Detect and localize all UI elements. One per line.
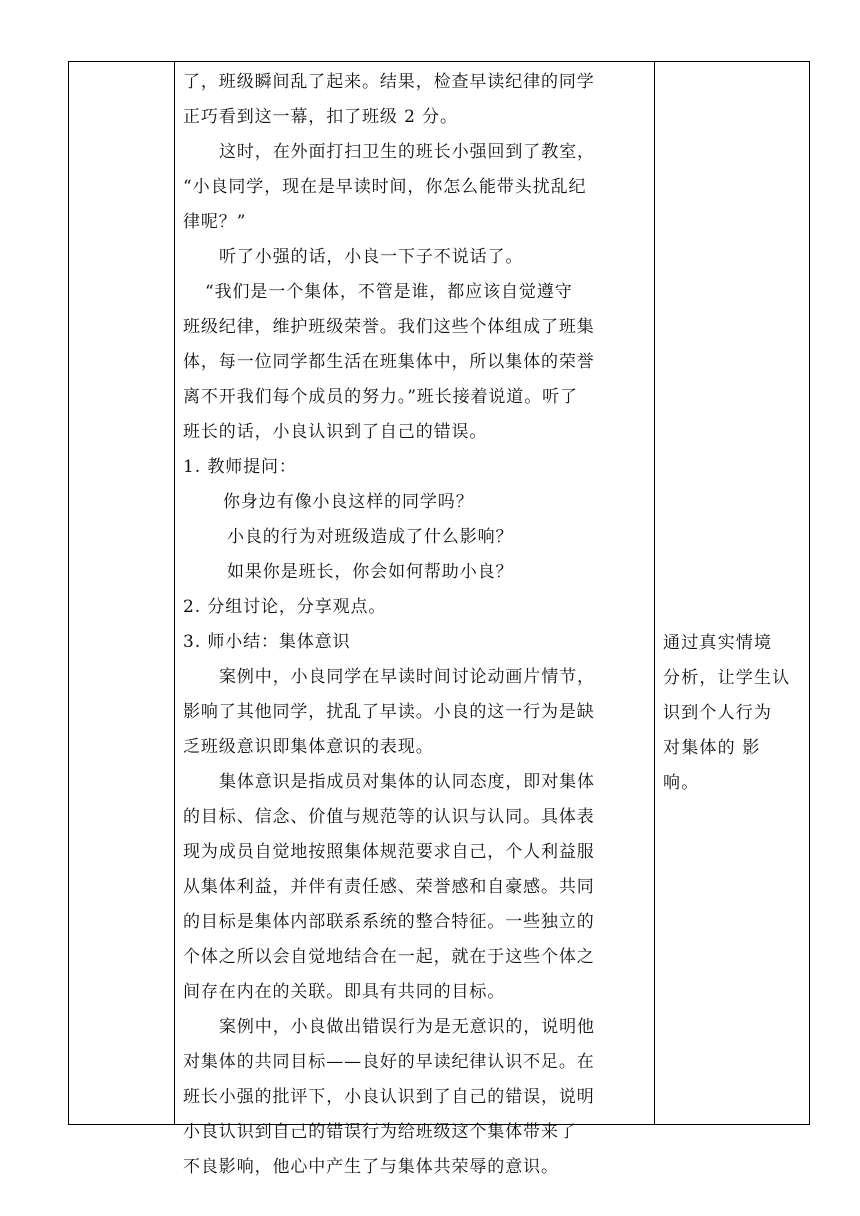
content-line: “我们是一个集体，不管是谁，都应该自觉遵守: [205, 282, 573, 302]
column-divider-right: [654, 62, 655, 1124]
content-line: 班长的话，小良认识到了自己的错误。: [183, 422, 488, 442]
content-line: 不良影响，他心中产生了与集体共荣辱的意识。: [183, 1157, 559, 1177]
content-line: 你身边有像小良这样的同学吗？: [223, 492, 474, 512]
content-line: 影响了其他同学，扰乱了早读。小良的这一行为是缺: [183, 702, 595, 722]
content-line: 小良认识到自己的错误行为给班级这个集体带来了: [183, 1122, 577, 1142]
content-line: 3. 师小结：集体意识: [183, 632, 351, 652]
content-line: 小良的行为对班级造成了什么影响？: [227, 527, 514, 547]
content-line: 对集体的共同目标——良好的早读纪律认识不足。在: [183, 1052, 595, 1072]
teaching-content-column: [183, 65, 649, 1185]
column-divider-left: [174, 62, 175, 1124]
content-line: 班级纪律，维护班级荣誉。我们这些个体组成了班集: [183, 317, 595, 337]
content-line: “小良同学，现在是早读时间，你怎么能带头扰乱纪: [183, 177, 587, 197]
content-line: 听了小强的话，小良一下子不说话了。: [219, 247, 524, 267]
content-line: 这时，在外面打扫卫生的班长小强回到了教室，: [219, 142, 595, 162]
content-line: 乏班级意识即集体意识的表现。: [183, 737, 434, 757]
note-line: 对集体的 影: [663, 738, 761, 758]
lesson-table: [68, 61, 810, 1177]
content-line: 2. 分组讨论，分享观点。: [183, 597, 387, 617]
note-line: 通过真实情境: [663, 633, 773, 653]
design-intent-column: [663, 626, 813, 801]
content-line: 体，每一位同学都生活在班集体中，所以集体的荣誉: [183, 352, 595, 372]
content-line: 正巧看到这一幕，扣了班级 2 分。: [183, 107, 458, 127]
note-line: 分析，让学生认: [663, 668, 791, 688]
content-line: 的目标、信念、价值与规范等的认识与认同。具体表: [183, 807, 595, 827]
content-line: 集体意识是指成员对集体的认同态度，即对集体: [219, 772, 595, 792]
content-line: 案例中，小良做出错误行为是无意识的，说明他: [219, 1017, 595, 1037]
content-line: 了，班级瞬间乱了起来。结果，检查早读纪律的同学: [183, 72, 595, 92]
content-line: 现为成员自觉地按照集体规范要求自己，个人利益服: [183, 842, 595, 862]
content-line: 班长小强的批评下，小良认识到了自己的错误，说明: [183, 1087, 595, 1107]
content-line: 1. 教师提问：: [183, 457, 297, 477]
note-line: 响。: [663, 773, 700, 793]
note-line: 识到个人行为: [663, 703, 773, 723]
content-line: 间存在内在的关联。即具有共同的目标。: [183, 982, 506, 1002]
content-line: 如果你是班长，你会如何帮助小良？: [227, 562, 514, 582]
content-line: 律呢？”: [183, 212, 247, 232]
content-line: 案例中，小良同学在早读时间讨论动画片情节，: [219, 667, 595, 687]
content-line: 的目标是集体内部联系系统的整合特征。一些独立的: [183, 912, 595, 932]
content-line: 离不开我们每个成员的努力。”班长接着说道。听了: [183, 387, 578, 407]
content-line: 个体之所以会自觉地结合在一起，就在于这些个体之: [183, 947, 595, 967]
content-line: 从集体利益，并伴有责任感、荣誉感和自豪感。共同: [183, 877, 595, 897]
